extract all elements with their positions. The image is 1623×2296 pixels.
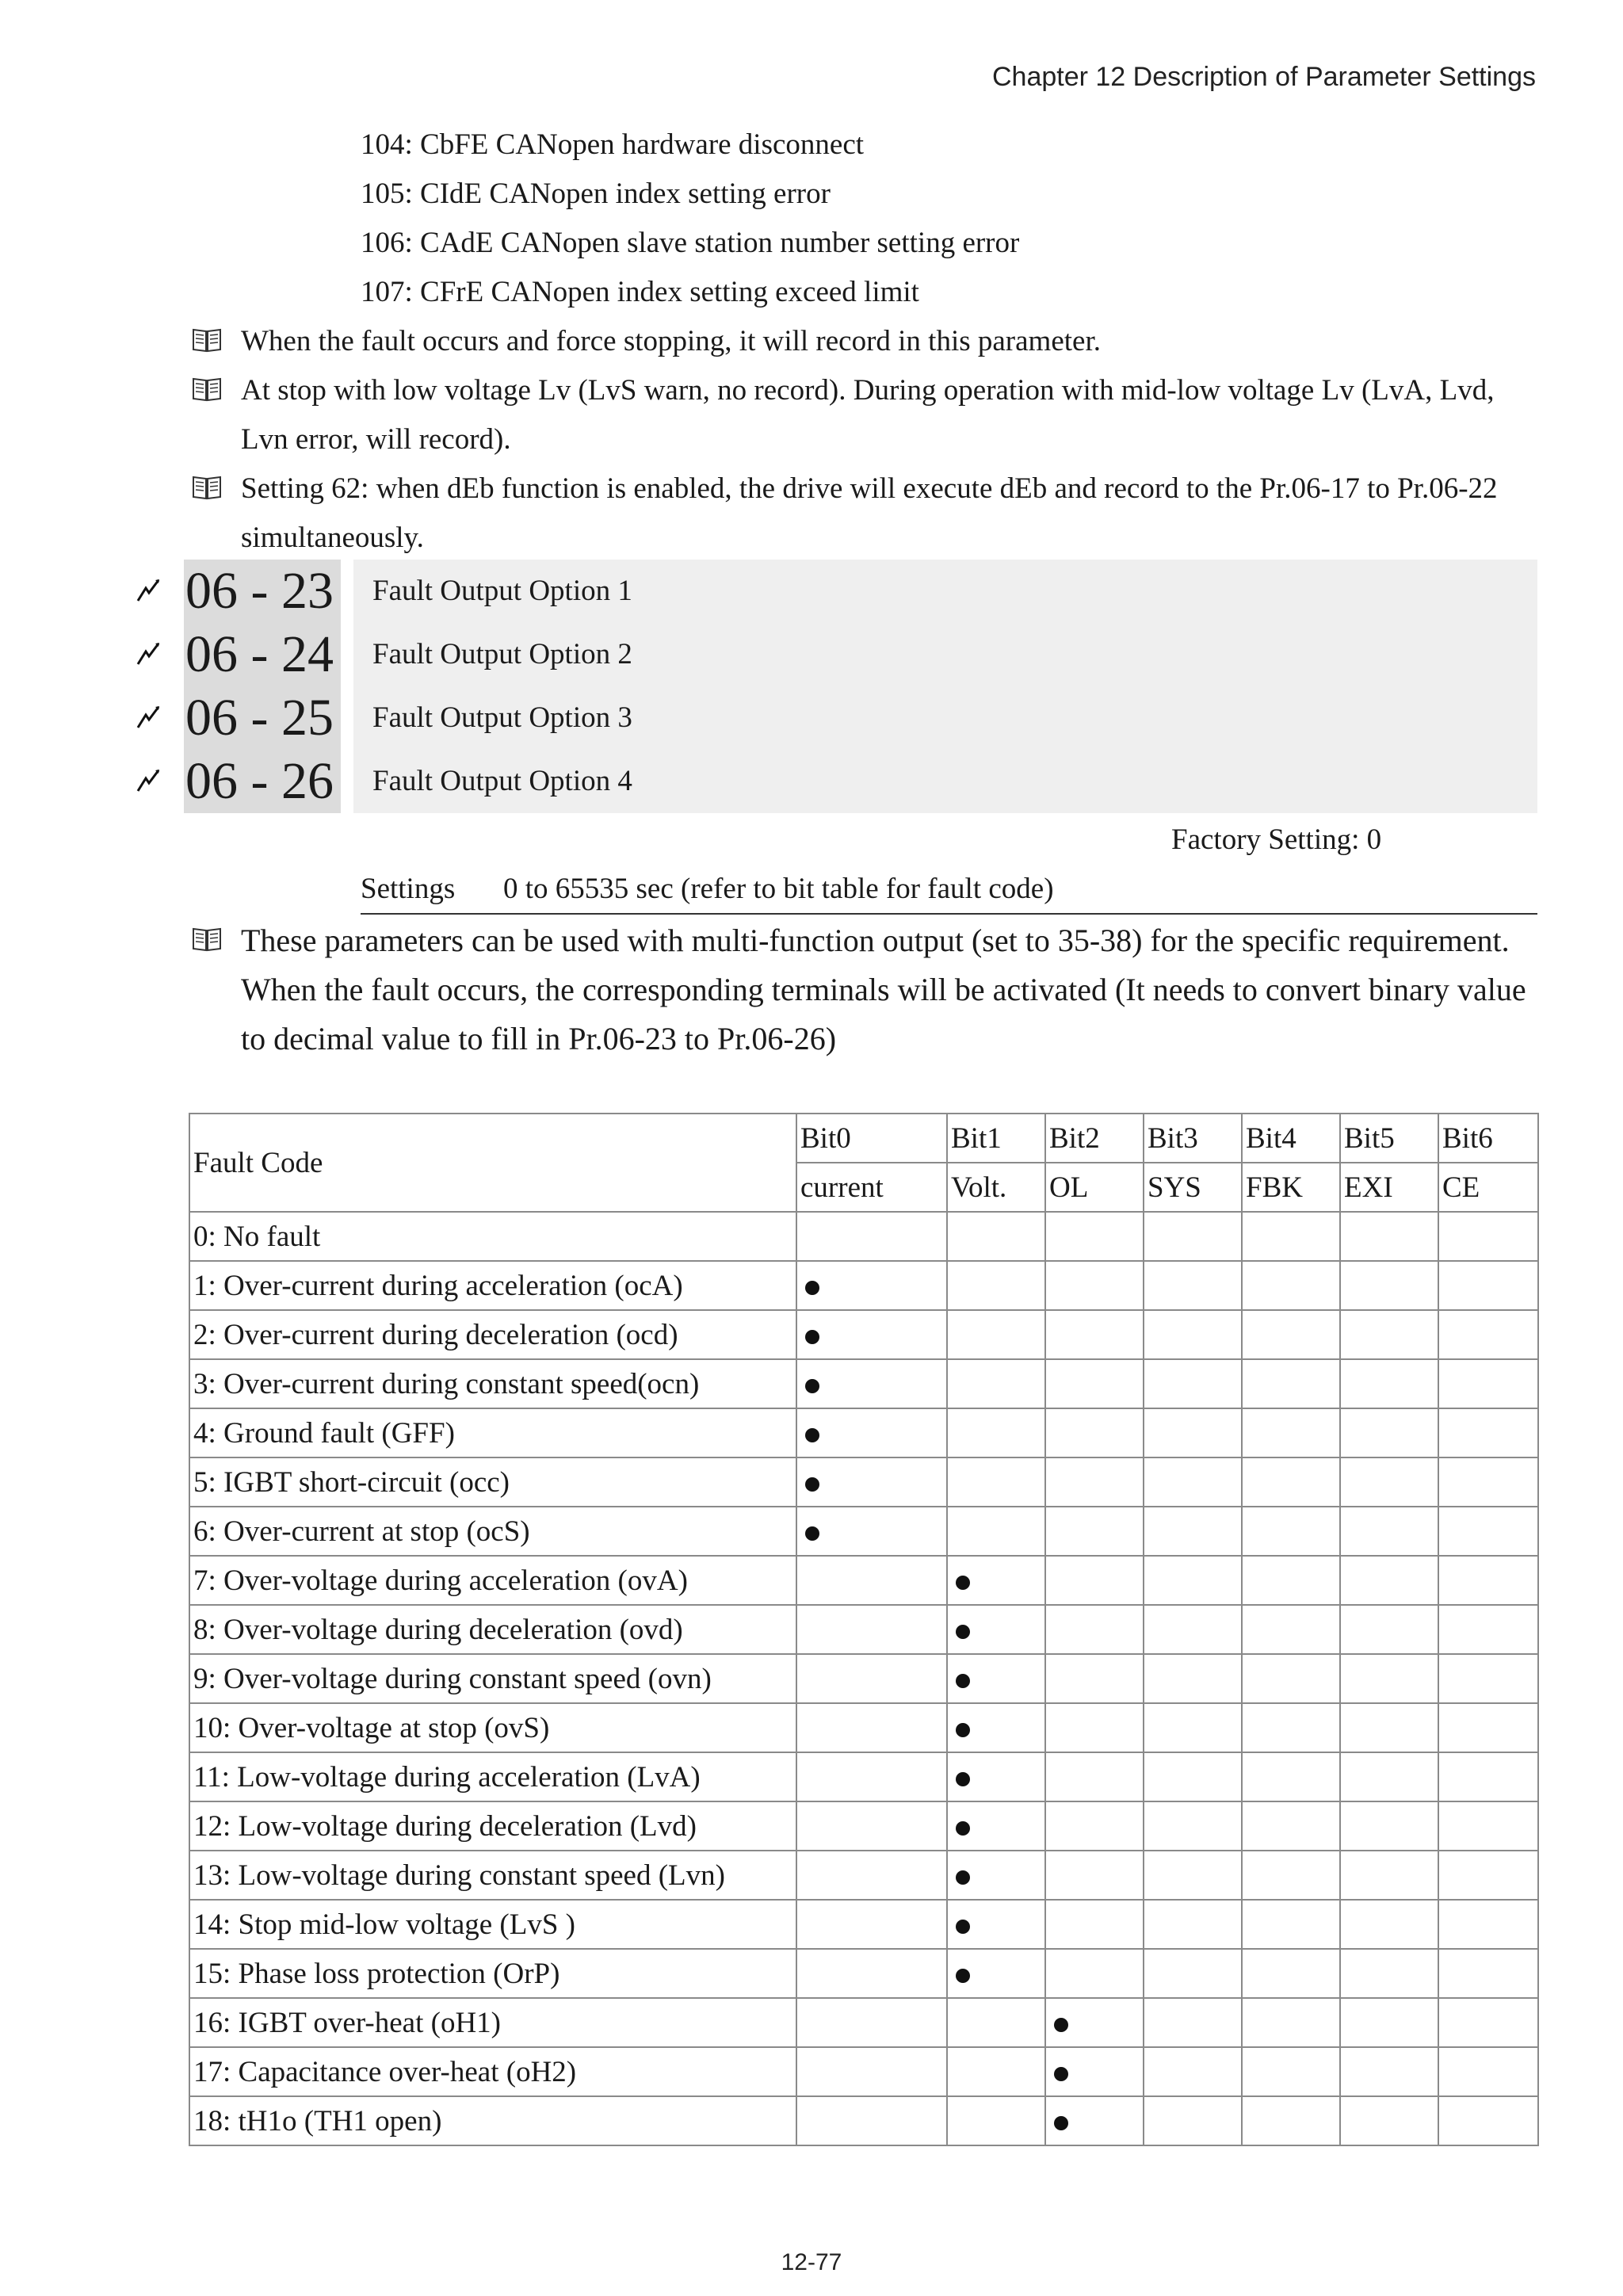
- fault-code-item: 106: CAdE CANopen slave station number setting error: [361, 227, 1020, 259]
- fault-code-label: 1: Over-current during acceleration (ocA): [189, 1261, 796, 1310]
- bit-set-marker: [805, 1428, 819, 1442]
- fault-code-item: 107: CFrE CANopen index setting exceed limit: [361, 276, 919, 308]
- bit-set-marker: [956, 1821, 970, 1836]
- bit-cell: [1438, 1457, 1538, 1507]
- bit-cell: [796, 1457, 947, 1507]
- bit-cell: [1340, 2047, 1438, 2096]
- bit-cell: [1144, 2096, 1242, 2145]
- bit-cell: [1340, 1212, 1438, 1261]
- bit-cell: [1242, 1654, 1340, 1703]
- bit-name: CE: [1438, 1163, 1538, 1212]
- fault-code-label: 9: Over-voltage during constant speed (ovn): [189, 1654, 796, 1703]
- bit-cell: [1438, 1261, 1538, 1310]
- bit-set-marker: [1054, 2116, 1068, 2130]
- page-number: 12-77: [781, 2249, 842, 2275]
- parameter-name: Fault Output Option 4: [353, 750, 1537, 813]
- bit-cell: [1144, 1851, 1242, 1900]
- bit-cell: [1242, 1310, 1340, 1359]
- bit-set-marker: [805, 1526, 819, 1541]
- bit-cell: [1340, 1556, 1438, 1605]
- note-force-stop: When the fault occurs and force stopping, it will record in this parameter.: [192, 317, 1539, 366]
- table-row: [189, 1212, 1538, 1261]
- table-row: [189, 1654, 1538, 1703]
- fault-code-label: 12: Low-voltage during deceleration (Lvd): [189, 1801, 796, 1851]
- bit-cell: [1438, 1507, 1538, 1556]
- bit-set-marker: [956, 1576, 970, 1590]
- fault-code-label: 10: Over-voltage at stop (ovS): [189, 1703, 796, 1752]
- bit-cell: [1242, 1900, 1340, 1949]
- bit-set-marker: [805, 1379, 819, 1393]
- bit-cell: [1045, 1703, 1144, 1752]
- bit-name: EXI: [1340, 1163, 1438, 1212]
- bit-cell: [1340, 1654, 1438, 1703]
- fault-code-label: 2: Over-current during deceleration (ocd): [189, 1310, 796, 1359]
- parameter-number: 06 - 25: [184, 686, 341, 750]
- bit-cell: [1438, 1703, 1538, 1752]
- bit-header: Bit5: [1340, 1114, 1438, 1163]
- fault-code-label: 15: Phase loss protection (OrP): [189, 1949, 796, 1998]
- bit-cell: [947, 1998, 1045, 2047]
- bit-cell: [1242, 1261, 1340, 1310]
- bit-cell: [1045, 1801, 1144, 1851]
- bit-cell: [1438, 1212, 1538, 1261]
- book-icon: [192, 376, 222, 403]
- parameter-name: Fault Output Option 1: [353, 560, 1537, 623]
- bit-cell: [1045, 1310, 1144, 1359]
- bit-cell: [947, 1949, 1045, 1998]
- bit-set-marker: [805, 1477, 819, 1492]
- book-icon: [192, 474, 222, 501]
- bit-cell: [796, 1851, 947, 1900]
- run-edit-icon: [135, 640, 162, 667]
- bit-cell: [796, 2096, 947, 2145]
- bit-cell: [1144, 1654, 1242, 1703]
- bit-cell: [1242, 1507, 1340, 1556]
- bit-name: Volt.: [947, 1163, 1045, 1212]
- parameter-number: 06 - 23: [184, 560, 341, 623]
- note-deb-function: Setting 62: when dEb function is enabled, the drive will execute dEb and record to the Pr.06-17 to Pr.06-22 simultaneously.: [192, 464, 1539, 563]
- fault-bit-table: [189, 1113, 1539, 2146]
- fault-code-label: 5: IGBT short-circuit (occ): [189, 1457, 796, 1507]
- fault-code-list: [361, 120, 1019, 317]
- bit-header: Bit1: [947, 1114, 1045, 1163]
- bit-cell: [1438, 1900, 1538, 1949]
- fault-code-label: 11: Low-voltage during acceleration (LvA): [189, 1752, 796, 1801]
- bit-cell: [947, 1851, 1045, 1900]
- bit-cell: [796, 1212, 947, 1261]
- parameter-row: [184, 560, 1537, 623]
- bit-cell: [1242, 1605, 1340, 1654]
- bit-cell: [1242, 1998, 1340, 2047]
- fault-code-item: 105: CIdE CANopen index setting error: [361, 178, 831, 210]
- bit-cell: [1340, 1801, 1438, 1851]
- fault-code-label: 17: Capacitance over-heat (oH2): [189, 2047, 796, 2096]
- bit-set-marker: [956, 1969, 970, 1983]
- table-row: [189, 2096, 1538, 2145]
- bit-set-marker: [1054, 2018, 1068, 2032]
- bit-cell: [1242, 1556, 1340, 1605]
- bit-header: Bit4: [1242, 1114, 1340, 1163]
- bit-cell: [1438, 1752, 1538, 1801]
- bit-cell: [796, 1998, 947, 2047]
- bit-cell: [1340, 1310, 1438, 1359]
- bit-cell: [1242, 1359, 1340, 1408]
- table-row: [189, 1556, 1538, 1605]
- bit-cell: [1045, 1359, 1144, 1408]
- table-row: [189, 1703, 1538, 1752]
- bit-cell: [796, 1261, 947, 1310]
- bit-cell: [1340, 1851, 1438, 1900]
- bit-cell: [1438, 1556, 1538, 1605]
- bit-cell: [947, 1605, 1045, 1654]
- bit-cell: [1242, 1212, 1340, 1261]
- bit-cell: [1242, 1949, 1340, 1998]
- bit-cell: [947, 1654, 1045, 1703]
- book-icon: [192, 327, 222, 353]
- bit-cell: [1045, 1507, 1144, 1556]
- bit-cell: [1340, 1949, 1438, 1998]
- bit-cell: [796, 1507, 947, 1556]
- bit-set-marker: [956, 1723, 970, 1737]
- table-row: [189, 1605, 1538, 1654]
- bit-cell: [1438, 1998, 1538, 2047]
- bit-cell: [796, 1752, 947, 1801]
- settings-label: Settings: [361, 873, 456, 905]
- bit-cell: [1144, 1605, 1242, 1654]
- bit-header: Bit3: [1144, 1114, 1242, 1163]
- factory-setting: Factory Setting: 0: [1171, 823, 1382, 856]
- table-row: [189, 1752, 1538, 1801]
- bit-cell: [947, 1310, 1045, 1359]
- bit-cell: [1242, 1801, 1340, 1851]
- bit-cell: [1144, 1212, 1242, 1261]
- bit-cell: [1438, 2096, 1538, 2145]
- bit-set-marker: [805, 1330, 819, 1344]
- bit-cell: [1340, 1261, 1438, 1310]
- bit-cell: [1242, 1752, 1340, 1801]
- bit-cell: [947, 1703, 1045, 1752]
- bit-cell: [1340, 1507, 1438, 1556]
- bit-set-marker: [956, 1674, 970, 1688]
- bit-cell: [796, 2047, 947, 2096]
- run-edit-icon: [135, 767, 162, 794]
- bit-cell: [796, 1310, 947, 1359]
- bit-cell: [1144, 1998, 1242, 2047]
- fault-code-label: 6: Over-current at stop (ocS): [189, 1507, 796, 1556]
- bit-cell: [947, 1801, 1045, 1851]
- table-row: [189, 1801, 1538, 1851]
- fault-code-label: 7: Over-voltage during acceleration (ovA): [189, 1556, 796, 1605]
- book-icon: [192, 926, 222, 953]
- bit-cell: [1045, 1998, 1144, 2047]
- bit-cell: [1144, 1457, 1242, 1507]
- bit-cell: [1144, 1801, 1242, 1851]
- parameter-block: [184, 560, 1537, 813]
- parameter-row: [184, 686, 1537, 750]
- bit-cell: [1340, 1605, 1438, 1654]
- bit-cell: [947, 1261, 1045, 1310]
- table-row: [189, 1998, 1538, 2047]
- parameter-name: Fault Output Option 3: [353, 686, 1537, 750]
- bit-cell: [1242, 2096, 1340, 2145]
- bit-cell: [947, 1359, 1045, 1408]
- bit-cell: [1045, 1949, 1144, 1998]
- bit-cell: [1340, 1359, 1438, 1408]
- bit-cell: [796, 1605, 947, 1654]
- table-row: [189, 1408, 1538, 1457]
- bit-cell: [1045, 1457, 1144, 1507]
- table-header-row: [189, 1114, 1538, 1163]
- bit-cell: [1144, 1752, 1242, 1801]
- bit-set-marker: [956, 1920, 970, 1934]
- bit-cell: [796, 1556, 947, 1605]
- bit-cell: [796, 1654, 947, 1703]
- bit-cell: [1340, 1408, 1438, 1457]
- bit-cell: [796, 1408, 947, 1457]
- fault-code-label: 14: Stop mid-low voltage (LvS ): [189, 1900, 796, 1949]
- note-multi-function: These parameters can be used with multi-function output (set to 35-38) for the specific requirement. When the fault occurs, the corresponding terminals will be activated (It needs to convert binary value to decimal value to fill in Pr.06-23 to Pr.06-26): [192, 916, 1539, 1064]
- bit-header: Bit0: [796, 1114, 947, 1163]
- parameter-row: [184, 750, 1537, 813]
- table-row: [189, 1261, 1538, 1310]
- bit-cell: [947, 2096, 1045, 2145]
- bit-cell: [1340, 1457, 1438, 1507]
- fault-code-label: 18: tH1o (TH1 open): [189, 2096, 796, 2145]
- bit-cell: [1438, 1359, 1538, 1408]
- bit-cell: [1045, 2096, 1144, 2145]
- run-edit-icon: [135, 704, 162, 731]
- bit-cell: [1045, 1261, 1144, 1310]
- bit-cell: [1144, 1359, 1242, 1408]
- bit-cell: [1438, 1801, 1538, 1851]
- bit-cell: [1242, 1851, 1340, 1900]
- parameter-number: 06 - 24: [184, 623, 341, 686]
- table-row: [189, 1900, 1538, 1949]
- bit-cell: [1045, 1654, 1144, 1703]
- fault-code-label: 16: IGBT over-heat (oH1): [189, 1998, 796, 2047]
- bit-cell: [1144, 1949, 1242, 1998]
- fault-code-label: 13: Low-voltage during constant speed (Lvn): [189, 1851, 796, 1900]
- bit-cell: [1340, 2096, 1438, 2145]
- bit-cell: [1438, 1654, 1538, 1703]
- fault-code-item: 104: CbFE CANopen hardware disconnect: [361, 128, 865, 161]
- bit-cell: [796, 1801, 947, 1851]
- bit-cell: [947, 1556, 1045, 1605]
- table-row: [189, 1949, 1538, 1998]
- settings-row: [361, 865, 1537, 915]
- table-row: [189, 1359, 1538, 1408]
- bit-cell: [1045, 2047, 1144, 2096]
- bit-cell: [1438, 1949, 1538, 1998]
- bit-cell: [1144, 2047, 1242, 2096]
- table-row: [189, 2047, 1538, 2096]
- bit-cell: [1438, 1851, 1538, 1900]
- bit-cell: [1045, 1212, 1144, 1261]
- run-edit-icon: [135, 577, 162, 604]
- bit-cell: [1045, 1605, 1144, 1654]
- bit-cell: [1242, 1703, 1340, 1752]
- bit-cell: [1045, 1752, 1144, 1801]
- bit-cell: [1242, 1457, 1340, 1507]
- bit-cell: [1144, 1408, 1242, 1457]
- bit-cell: [1144, 1310, 1242, 1359]
- bit-cell: [1144, 1556, 1242, 1605]
- bit-cell: [947, 1212, 1045, 1261]
- chapter-header: Chapter 12 Description of Parameter Settings: [991, 62, 1536, 92]
- bit-name: FBK: [1242, 1163, 1340, 1212]
- bit-header: Bit6: [1438, 1114, 1538, 1163]
- table-row: [189, 1851, 1538, 1900]
- bit-cell: [947, 2047, 1045, 2096]
- table-row: [189, 1457, 1538, 1507]
- parameter-row: [184, 623, 1537, 686]
- bit-cell: [796, 1900, 947, 1949]
- bit-cell: [1340, 1900, 1438, 1949]
- bit-set-marker: [805, 1281, 819, 1295]
- table-row: [189, 1507, 1538, 1556]
- bit-cell: [1242, 1408, 1340, 1457]
- bit-cell: [1144, 1900, 1242, 1949]
- bit-name: SYS: [1144, 1163, 1242, 1212]
- bit-cell: [1045, 1900, 1144, 1949]
- bit-cell: [1045, 1851, 1144, 1900]
- bit-name: current: [796, 1163, 947, 1212]
- bit-cell: [1340, 1752, 1438, 1801]
- bit-cell: [1144, 1507, 1242, 1556]
- table-row: [189, 1310, 1538, 1359]
- bit-cell: [947, 1900, 1045, 1949]
- bit-set-marker: [1054, 2067, 1068, 2081]
- bit-cell: [947, 1507, 1045, 1556]
- fault-code-label: 0: No fault: [189, 1212, 796, 1261]
- bit-cell: [947, 1752, 1045, 1801]
- bit-cell: [1438, 1408, 1538, 1457]
- bit-name: OL: [1045, 1163, 1144, 1212]
- bit-cell: [1242, 2047, 1340, 2096]
- fault-code-label: 3: Over-current during constant speed(ocn): [189, 1359, 796, 1408]
- bit-cell: [796, 1949, 947, 1998]
- note-low-voltage: At stop with low voltage Lv (LvS warn, no record). During operation with mid-low voltage Lv (LvA, Lvd, Lvn error, will record).: [192, 366, 1539, 464]
- bit-cell: [1438, 1605, 1538, 1654]
- bit-cell: [1144, 1703, 1242, 1752]
- bit-cell: [1438, 1310, 1538, 1359]
- fault-code-header: Fault Code: [189, 1114, 796, 1212]
- fault-code-label: 4: Ground fault (GFF): [189, 1408, 796, 1457]
- bit-cell: [1045, 1556, 1144, 1605]
- bit-cell: [1340, 1998, 1438, 2047]
- bit-cell: [947, 1408, 1045, 1457]
- bit-header: Bit2: [1045, 1114, 1144, 1163]
- bit-cell: [947, 1457, 1045, 1507]
- bit-cell: [1340, 1703, 1438, 1752]
- parameter-name: Fault Output Option 2: [353, 623, 1537, 686]
- parameter-number: 06 - 26: [184, 750, 341, 813]
- bit-cell: [1438, 2047, 1538, 2096]
- bit-set-marker: [956, 1772, 970, 1786]
- bit-cell: [796, 1703, 947, 1752]
- bit-cell: [1144, 1261, 1242, 1310]
- settings-value: 0 to 65535 sec (refer to bit table for fault code): [503, 873, 1054, 905]
- bit-cell: [1045, 1408, 1144, 1457]
- fault-code-label: 8: Over-voltage during deceleration (ovd): [189, 1605, 796, 1654]
- bit-set-marker: [956, 1625, 970, 1639]
- bit-cell: [796, 1359, 947, 1408]
- bit-set-marker: [956, 1870, 970, 1885]
